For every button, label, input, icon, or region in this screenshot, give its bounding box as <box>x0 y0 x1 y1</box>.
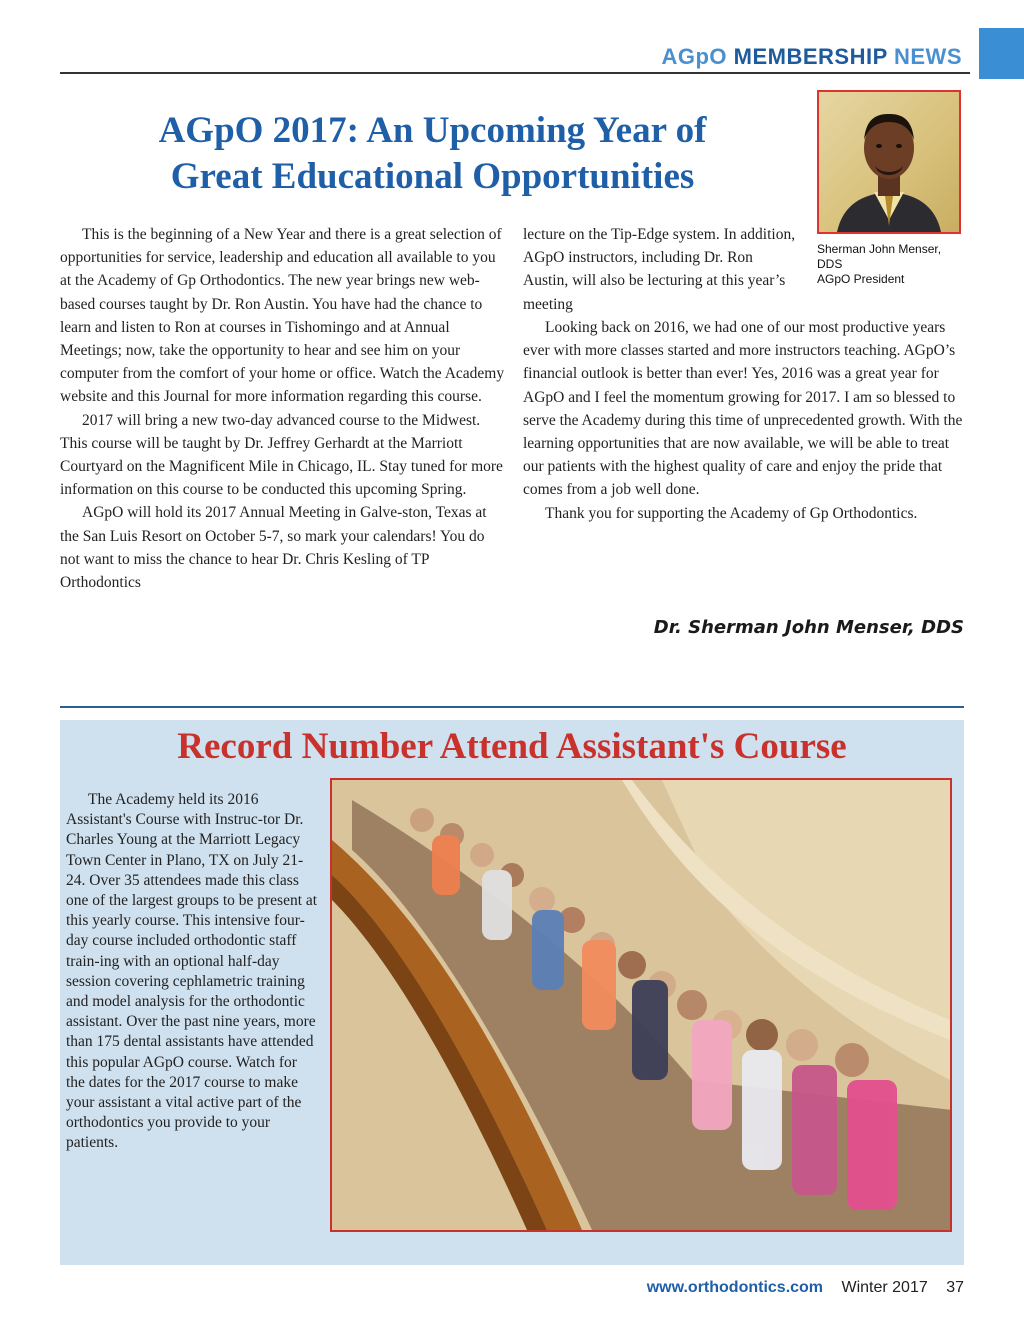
article1-paragraph-continuation: lecture on the Tip-Edge system. In addition, AGpO instructors, including Dr. Ron Austin, will also be lecturing at this year’s meeting <box>523 226 796 313</box>
header-section-light: NEWS <box>894 44 962 69</box>
article1-column-2 <box>523 316 968 525</box>
header-brand: AGpO <box>661 44 728 69</box>
caption-name: Sherman John Menser, DDS <box>817 242 942 271</box>
footer-url[interactable]: www.orthodontics.com <box>646 1279 824 1296</box>
article2-paragraph: The Academy held its 2016 Assistant's Course with Instruc-tor Dr. Charles Young at the Marriott Legacy Town Center in Plano, TX on July 21-24. Over 35 attendees made this class one of the largest groups to be present at this yearly course. This intensive four-day course included orthodontic staff train-ing with an optional half-day session covering cephlametric training and model analysis for the orthodontic assistant. Over the past nine years, more than 175 dental assistants have attended this popular AGpO course. Watch for the dates for the 2017 course to make your assistant a vital active part of the orthodontics you provide to your patients. <box>66 791 318 1152</box>
caption-title: AGpO President <box>817 272 905 286</box>
article1-paragraph: Thank you for supporting the Academy of Gp Orthodontics. <box>545 504 918 522</box>
footer-season: Winter 2017 <box>841 1279 928 1296</box>
page-footer <box>647 1279 964 1297</box>
section-divider <box>60 706 964 708</box>
article1-paragraph: AGpO will hold its 2017 Annual Meeting in Galve-ston, Texas at the San Luis Resort on October 5-7, so mark your calendars! You do not want to miss the chance to hear Dr. Chris Kesling of TP Orthodontics <box>60 504 487 592</box>
header-accent-tab <box>979 28 1024 79</box>
group-photo-image <box>332 780 950 1230</box>
president-portrait <box>817 90 961 234</box>
article1-title-line2: Great Educational Opportunities <box>170 156 695 197</box>
section-header <box>661 44 962 70</box>
article1-paragraph: 2017 will bring a new two-day advanced course to the Midwest. This course will be taught by Dr. Jeffrey Gerhardt at the Marriott Courtyard on the Magnificent Mile in Chicago, IL. Stay tuned for more information on this course to be conducted this upcoming Spring. <box>60 411 503 499</box>
article1-paragraph: This is the beginning of a New Year and there is a great selection of opportunities for service, leadership and education all available to you at the Academy of Gp Orthodontics. The new year brings new web-based courses taught by Dr. Ron Austin. You have had the chance to learn and listen to Ron at courses in Tishomingo and at Annual Meetings; now, take the opportunity to hear and see him on your computer from the comfort of your home or office. Watch the Academy website and this Journal for more information regarding this course. <box>60 226 505 406</box>
page-number: 37 <box>946 1279 964 1296</box>
article1-column-1 <box>60 223 505 594</box>
article1-title-line1: AGpO 2017: An Upcoming Year of <box>158 110 707 151</box>
article1-column-2-top <box>523 223 798 316</box>
author-signature: Dr. Sherman John Menser, DDS <box>653 617 964 638</box>
portrait-caption <box>817 242 967 287</box>
portrait-image <box>819 92 959 232</box>
header-rule <box>60 72 970 74</box>
article1-paragraph: Looking back on 2016, we had one of our most productive years ever with more classes started and more instructors teaching. AGpO’s financial outlook is better than ever! Yes, 2016 was a great year for AGpO and I feel the momentum growing for 2017. I am so blessed to serve the Academy during this time of unprecedented growth. With the learning opportunities that are now available, we will be able to treat our patients with the highest quality of care and enjoy the pride that comes from a job well done. <box>523 319 963 499</box>
header-section-strong: MEMBERSHIP <box>733 44 888 69</box>
article1-title <box>60 108 805 200</box>
article2-title: Record Number Attend Assistant's Course <box>177 726 847 767</box>
article2-body <box>66 790 318 1154</box>
group-photo <box>330 778 952 1232</box>
